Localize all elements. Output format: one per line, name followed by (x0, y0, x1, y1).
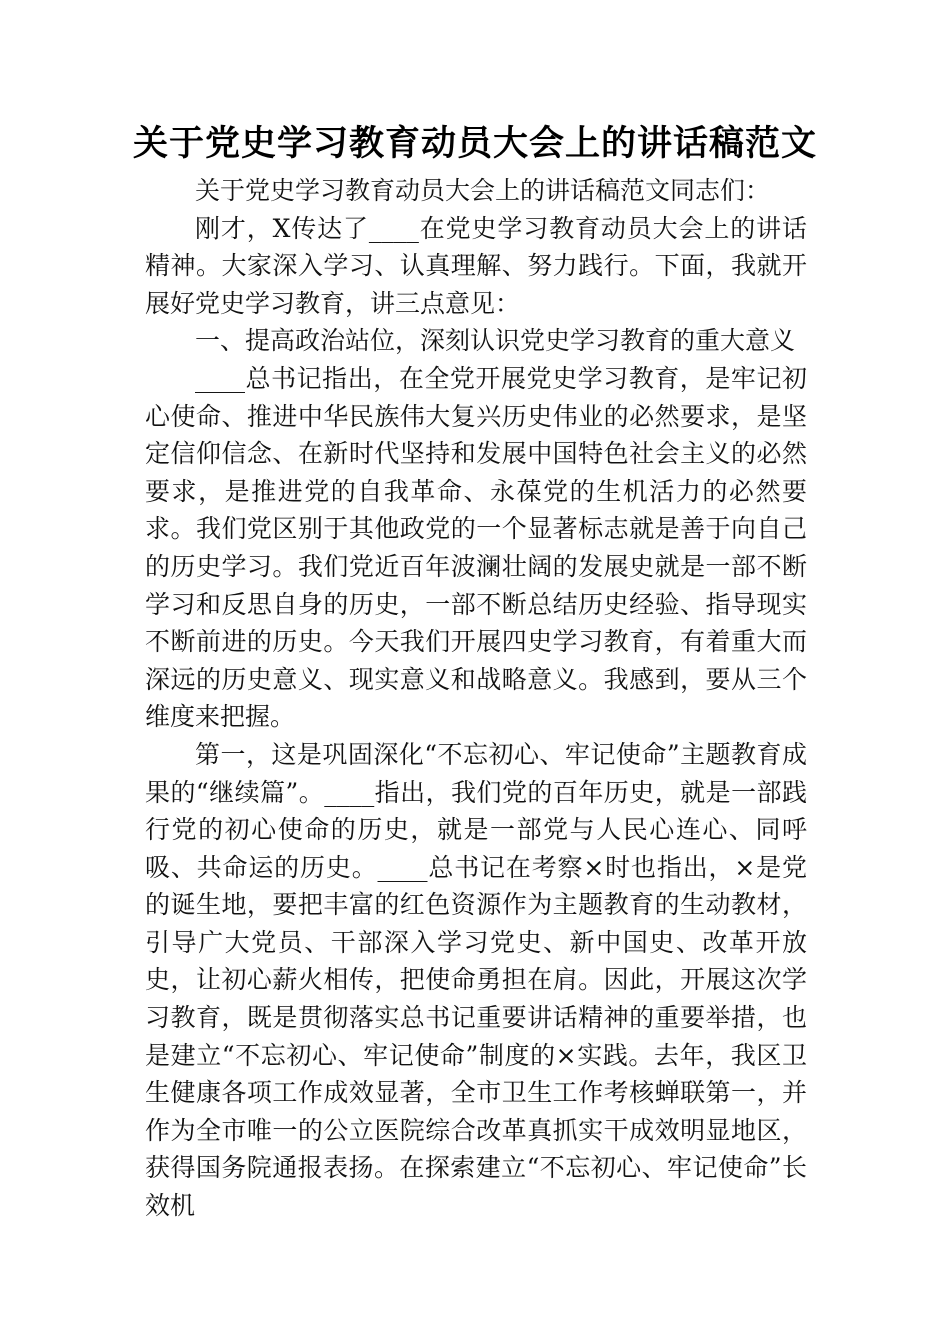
paragraph-intro: 刚才，X传达了____在党史学习教育动员大会上的讲话精神。大家深入学习、认真理解、努力践行。下面，我就开展好党史学习教育，讲三点意见： (145, 213, 807, 318)
section-heading-1: 一、提高政治站位，深刻认识党史学习教育的重大意义 (195, 326, 796, 356)
document-title: 关于党史学习教育动员大会上的讲话稿范文 (132, 124, 817, 164)
paragraph-significance: ____总书记指出，在全党开展党史学习教育，是牢记初心使命、推进中华民族伟大复兴历史伟业的必然要求，是坚定信仰信念、在新时代坚持和发展中国特色社会主义的必然要求，是推进党的自我革命、永葆党的生机活力的必然要求。我们党区别于其他政党的一个显著标志就是善于向自己的历史学习。我们党近百年波澜壮阔的发展史就是一部不断学习和反思自身的历史，一部不断总结历史经验、指导现实不断前进的历史。今天我们开展四史学习教育，有着重大而深远的历史意义、现实意义和战略意义。我感到，要从三个维度来把握。 (145, 363, 807, 732)
document-body (145, 172, 807, 1225)
paragraph-greeting: 关于党史学习教育动员大会上的讲话稿范文同志们： (195, 176, 771, 205)
paragraph-first-point: 第一，这是巩固深化“不忘初心、牢记使命”主题教育成果的“继续篇”。____指出，我们党的百年历史，就是一部践行党的初心使命的历史，就是一部党与人民心连心、同呼吸、共命运的历史。____总书记在考察×时也指出，×是党的诞生地，要把丰富的红色资源作为主题教育的生动教材，引导广大党员、干部深入学习党史、新中国史、改革开放史，让初心薪火相传，把使命勇担在肩。因此，开展这次学习教育，既是贯彻落实总书记重要讲话精神的重要举措，也是建立“不忘初心、牢记使命”制度的×实践。去年，我区卫生健康各项工作成效显著，全市卫生工作考核蝉联第一，并作为全市唯一的公立医院综合改革真抓实干成效明显地区，获得国务院通报表扬。在探索建立“不忘初心、牢记使命”长效机 (145, 739, 807, 1221)
